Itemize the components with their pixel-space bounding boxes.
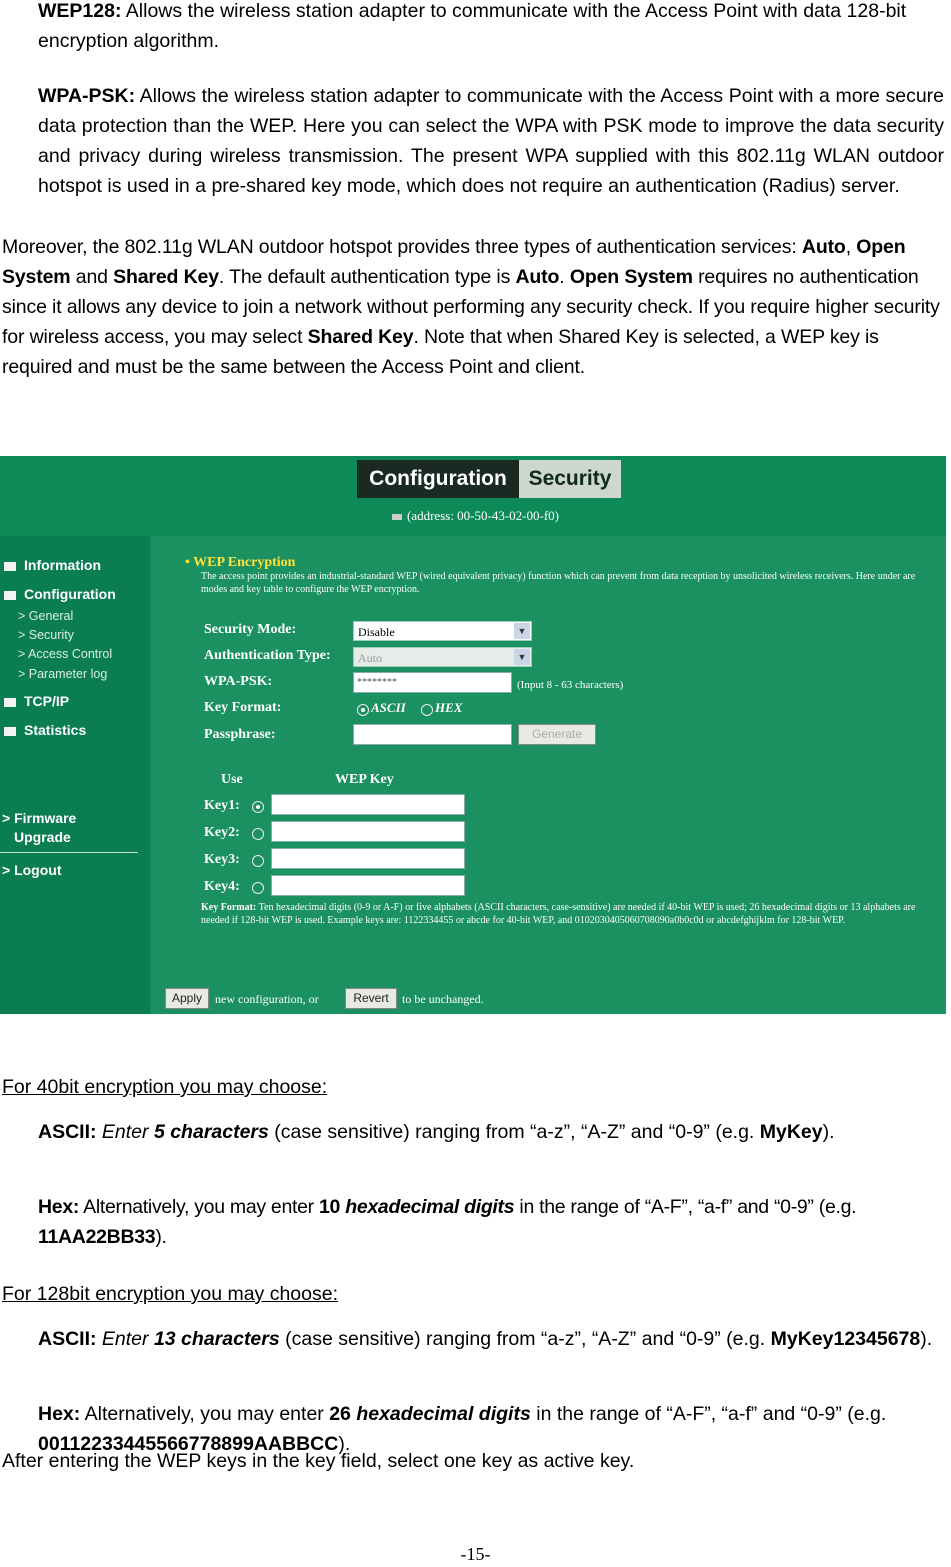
- hex-radio[interactable]: [421, 704, 433, 716]
- auth-bold-auto-2: Auto: [515, 266, 560, 288]
- ascii-40-range: (case sensitive) ranging from “a-z”, “A-Z” and “0-9” (e.g.: [268, 1121, 760, 1143]
- heading-128bit: [2, 1279, 338, 1309]
- hex-128-label: Hex:: [38, 1403, 81, 1425]
- key-format-note: [201, 901, 941, 927]
- passphrase-label: Passphrase:: [204, 727, 276, 742]
- ascii-40-label: ASCII:: [38, 1121, 97, 1143]
- key3-label: Key3:: [204, 852, 240, 867]
- heading-40bit-text: For 40bit encryption you may choose:: [2, 1076, 328, 1098]
- folder-icon: [4, 727, 16, 736]
- auth-bold-open: Open System: [2, 236, 906, 288]
- ascii-label: ASCII: [371, 700, 406, 715]
- hex-128-range: in the range of “A-F”, “a-f” and “0-9” (e.g.: [530, 1403, 887, 1425]
- hex-40-text: Alternatively, you may enter: [79, 1196, 319, 1218]
- ascii-128-chars: 13 characters: [153, 1328, 280, 1350]
- auth-type-select[interactable]: [353, 647, 532, 667]
- auth-type-label: Authentication Type:: [204, 648, 331, 663]
- heading-40bit: [2, 1072, 327, 1102]
- folder-icon: [4, 562, 16, 571]
- key3-input[interactable]: [271, 848, 465, 869]
- wpapsk-paragraph: [38, 81, 944, 201]
- nav-configuration[interactable]: [4, 586, 116, 602]
- nav-logout[interactable]: > Logout: [2, 862, 62, 878]
- mac-address: (address: 00-50-43-02-00-f0): [407, 508, 559, 523]
- hex-128-text: Alternatively, you may enter: [80, 1403, 330, 1425]
- auth-bold-shared-2: Shared Key: [307, 326, 414, 348]
- hex-128-digits: hexadecimal digits: [350, 1403, 531, 1425]
- hex-128-example: 00112233445566778899AABBCC: [38, 1433, 339, 1455]
- tab-security: Security: [519, 460, 621, 498]
- nav-configuration-label: Configuration: [24, 586, 116, 602]
- key4-radio[interactable]: [252, 882, 264, 894]
- auth-text-4: . The default authentication type is: [218, 266, 516, 288]
- ascii-radio[interactable]: [357, 704, 369, 716]
- security-mode-label: Security Mode:: [204, 622, 297, 637]
- security-mode-value: Disable: [358, 625, 395, 639]
- content-panel: [151, 536, 946, 1014]
- key2-label: Key2:: [204, 825, 240, 840]
- nav-security[interactable]: > Security: [18, 628, 74, 642]
- hex-40-label: Hex:: [38, 1196, 80, 1218]
- hex-40bit: [38, 1192, 944, 1252]
- wpa-psk-input[interactable]: ********: [353, 672, 512, 693]
- nav-information-label: Information: [24, 557, 101, 573]
- chevron-down-icon: ▼: [514, 649, 530, 665]
- nav-tcpip[interactable]: [4, 693, 69, 709]
- hex-40-range: in the range of “A-F”, “a-f” and “0-9” (e.g.: [514, 1196, 857, 1218]
- ascii-40bit: [38, 1117, 944, 1147]
- config-screenshot: [0, 456, 946, 1014]
- ascii-128-close: ).: [920, 1328, 933, 1350]
- auth-bold-auto: Auto: [801, 236, 846, 258]
- auth-text-3: and: [70, 266, 114, 288]
- wpa-psk-hint: (Input 8 - 63 characters): [517, 679, 624, 691]
- nav-information[interactable]: [4, 557, 101, 573]
- nav-upgrade[interactable]: Upgrade: [14, 829, 71, 845]
- hex-128-count: 26: [329, 1403, 351, 1425]
- key-format-note-label: Key Format:: [201, 902, 257, 913]
- wpa-psk-label: WPA-PSK:: [204, 674, 273, 689]
- ascii-40-example: MyKey: [759, 1121, 823, 1143]
- wep128-text: Allows the wireless station adapter to communicate with the Access Point with data 128-bit encryption algorithm.: [38, 0, 907, 52]
- page-number: -15-: [460, 1544, 491, 1564]
- wep128-label: WEP128:: [38, 0, 122, 22]
- key3-radio[interactable]: [252, 855, 264, 867]
- hex-128-close: ).: [338, 1433, 351, 1455]
- wpapsk-label: WPA-PSK:: [38, 85, 136, 107]
- ascii-128-label: ASCII:: [38, 1328, 97, 1350]
- new-config-text: new configuration, or: [215, 992, 319, 1006]
- auth-text-6: requires no authentication since it allows any device to join a network without performing any security check. If you require higher security for wireless access, you may select: [2, 266, 940, 348]
- key4-input[interactable]: [271, 875, 465, 896]
- ascii-128-enter: Enter: [96, 1328, 154, 1350]
- auth-text-7: . Note that when Shared Key is selected, a WEP key is required and must be the same between the Access Point and client.: [2, 326, 879, 378]
- chevron-down-icon: ▼: [514, 623, 530, 639]
- nav-access-control[interactable]: > Access Control: [18, 647, 113, 661]
- wep128-paragraph: [38, 0, 944, 56]
- nav-statistics[interactable]: [4, 722, 86, 738]
- unchanged-text: to be unchanged.: [402, 992, 484, 1006]
- ascii-40-chars: 5 characters: [153, 1121, 269, 1143]
- key1-label: Key1:: [204, 798, 240, 813]
- hex-40-close: ).: [155, 1226, 167, 1248]
- auth-bold-shared: Shared Key: [113, 266, 219, 288]
- sidebar-divider: [0, 852, 138, 853]
- auth-text-2: ,: [845, 236, 857, 258]
- key-format-note-text: Ten hexadecimal digits (0-9 or A-F) or five alphabets (ASCII characters, case-sensitive) are needed if 40-bit WEP is used; 26 hexadecimal digits or 13 alphabets are needed if 128-bit WEP is used. Example keys are: 1122334455 or abcde for 40-bit WEP, and 0102030405060708090a0b0c0d or abcdefghijklm for 128-bit WEP.: [201, 902, 916, 926]
- apply-button[interactable]: Apply: [165, 988, 209, 1009]
- nav-statistics-label: Statistics: [24, 722, 87, 738]
- revert-button[interactable]: Revert: [345, 988, 397, 1009]
- hex-40-digits: hexadecimal digits: [340, 1196, 515, 1218]
- nav-firmware[interactable]: > Firmware: [2, 810, 77, 826]
- column-use: Use: [221, 772, 243, 787]
- auth-bold-open-2: Open System: [569, 266, 693, 288]
- key2-input[interactable]: [271, 821, 465, 842]
- wep-encryption-title: [185, 553, 295, 571]
- column-wep-key: WEP Key: [335, 772, 394, 787]
- generate-button[interactable]: Generate: [518, 724, 596, 745]
- ascii-128bit: [38, 1324, 944, 1354]
- wpapsk-text: Allows the wireless station adapter to communicate with the Access Point with a more secure data protection than the WEP. Here you can select the WPA with PSK mode to improve the data security and privacy during wireless transmission. The present WPA supplied with this 802.11g WLAN outdoor hotspot is used in a pre-shared key mode, which does not require an authentication (Radius) server.: [38, 85, 944, 197]
- key1-input[interactable]: [271, 794, 465, 815]
- bullet-icon: •: [185, 555, 194, 570]
- tab-configuration: Configuration: [357, 460, 519, 498]
- key1-radio[interactable]: [252, 801, 264, 813]
- ascii-128-range: (case sensitive) ranging from “a-z”, “A-Z” and “0-9” (e.g.: [279, 1328, 771, 1350]
- sidebar: [0, 536, 150, 1014]
- auth-type-value: Auto: [358, 651, 382, 665]
- wep-description: The access point provides an industrial-standard WEP (wired equivalent privacy) function which can prevent from data reception by unsolicited wireless receivers. Here under are modes and key table to configure the WEP encryption.: [201, 571, 916, 595]
- hex-40-count: 10: [319, 1196, 341, 1218]
- after-entering-text: After entering the WEP keys in the key field, select one key as active key.: [2, 1450, 635, 1472]
- ascii-40-close: ).: [822, 1121, 835, 1143]
- auth-text-5: .: [559, 266, 570, 288]
- open-folder-icon: [4, 591, 16, 600]
- ascii-128-example: MyKey12345678: [770, 1328, 921, 1350]
- passphrase-input[interactable]: [353, 724, 512, 745]
- nav-parameter-log[interactable]: > Parameter log: [18, 667, 108, 681]
- auth-paragraph: [2, 232, 948, 382]
- security-mode-select[interactable]: [353, 621, 532, 641]
- nav-general[interactable]: > General: [18, 609, 74, 623]
- nav-tcpip-label: TCP/IP: [24, 693, 70, 709]
- folder-icon: [4, 698, 16, 707]
- key4-label: Key4:: [204, 879, 240, 894]
- address-icon: [392, 514, 402, 520]
- heading-128bit-text: For 128bit encryption you may choose:: [2, 1283, 339, 1305]
- key-format-label: Key Format:: [204, 700, 282, 715]
- auth-text-1: Moreover, the 802.11g WLAN outdoor hotspot provides three types of authentication services:: [2, 236, 802, 258]
- hex-40-example: 11AA22BB33: [38, 1226, 156, 1248]
- hex-label: HEX: [435, 700, 463, 715]
- key2-radio[interactable]: [252, 828, 264, 840]
- ascii-40-enter: Enter: [96, 1121, 154, 1143]
- wep-title-text: WEP Encryption: [193, 555, 296, 570]
